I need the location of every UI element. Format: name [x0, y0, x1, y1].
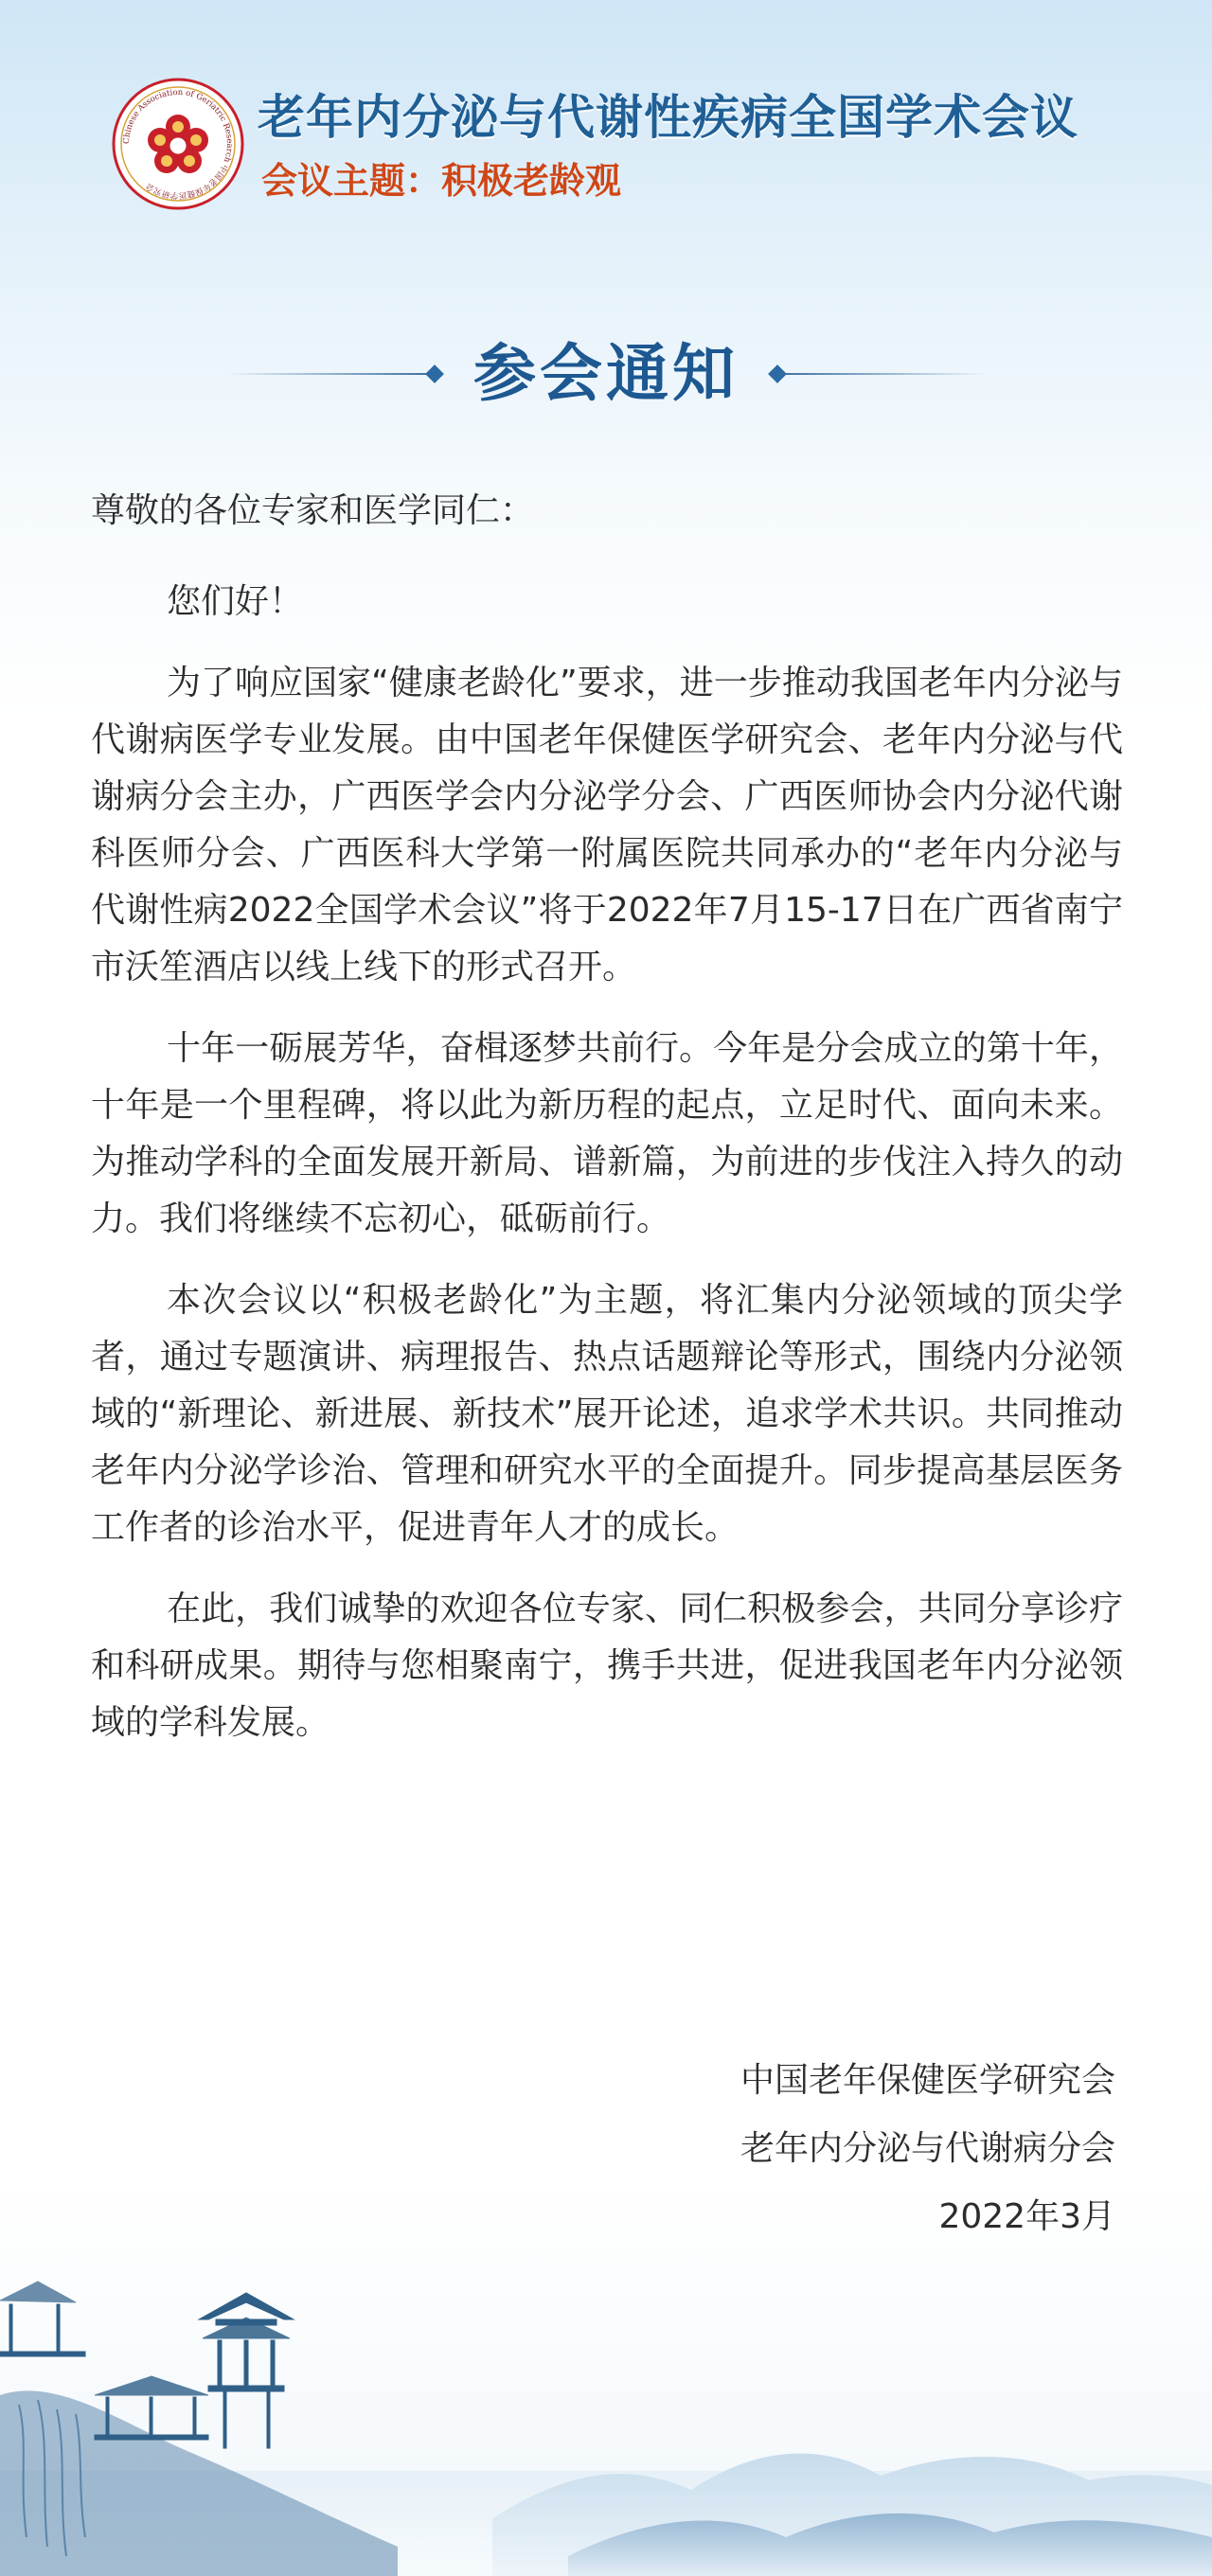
signature-branch: 老年内分泌与代谢病分会 — [740, 2129, 1115, 2168]
paragraph-anniversary: 十年一砺展芳华，奋楫逐梦共前行。今年是分会成立的第十年，十年是一个里程碑，将以此为新历程的起点，立足时代、面向未来。为推动学科的全面发展开新局、谱新篇，为前进的步伐注入持久的动力。我们将继续不忘初心，砥砺前行。 — [91, 1029, 1123, 1238]
signature-org: 中国老年保健医学研究会 — [740, 2061, 1115, 2100]
conference-theme: 会议主题：积极老龄观 — [261, 160, 622, 202]
page-header — [0, 0, 1212, 275]
notice-heading: 参会通知 — [473, 337, 739, 410]
logo-ring-text: Chinese Association of Geriatric Research 中国老年保健医学研究会 — [121, 87, 235, 201]
signature-block — [547, 2047, 1115, 2251]
letter-body — [91, 483, 1123, 1751]
paragraph-purpose: 为了响应国家“健康老龄化”要求，进一步推动我国老年内分泌与代谢病医学专业发展。由中国老年保健医学研究会、老年内分泌与代谢病分会主办，广西医学会内分泌学分会、广西医师协会内分泌代谢科医师分会、广西医科大学第一附属医院共同承办的“老年内分泌与代谢性病2022全国学术会议”将于2022年7月15-17日在广西省南宁市沃笙酒店以线上线下的形式召开。 — [91, 664, 1123, 986]
heading-rule-right — [778, 373, 987, 375]
landscape-illustration — [0, 2234, 1212, 2576]
section-heading — [0, 336, 1212, 412]
greeting: 您们好！ — [167, 582, 304, 621]
association-logo — [112, 78, 244, 210]
paragraph-invitation: 在此，我们诚挚的欢迎各位专家、同仁积极参会，共同分享诊疗和科研成果。期待与您相聚南宁，携手共进，促进我国老年内分泌领域的学科发展。 — [91, 1590, 1123, 1742]
heading-rule-left — [225, 373, 434, 375]
signature-date: 2022年3月 — [938, 2197, 1115, 2236]
conference-title: 老年内分泌与代谢性疾病全国学术会议 — [258, 90, 1078, 145]
paragraph-theme: 本次会议以“积极老龄化”为主题，将汇集内分泌领域的顶尖学者，通过专题演讲、病理报告、热点话题辩论等形式，围绕内分泌领域的“新理论、新进展、新技术”展开论述，追求学术共识。共同推动老年内分泌学诊治、管理和研究水平的全面提升。同步提高基层医务工作者的诊治水平，促进青年人才的成长。 — [91, 1281, 1123, 1547]
salutation: 尊敬的各位专家和医学同仁： — [91, 491, 535, 530]
